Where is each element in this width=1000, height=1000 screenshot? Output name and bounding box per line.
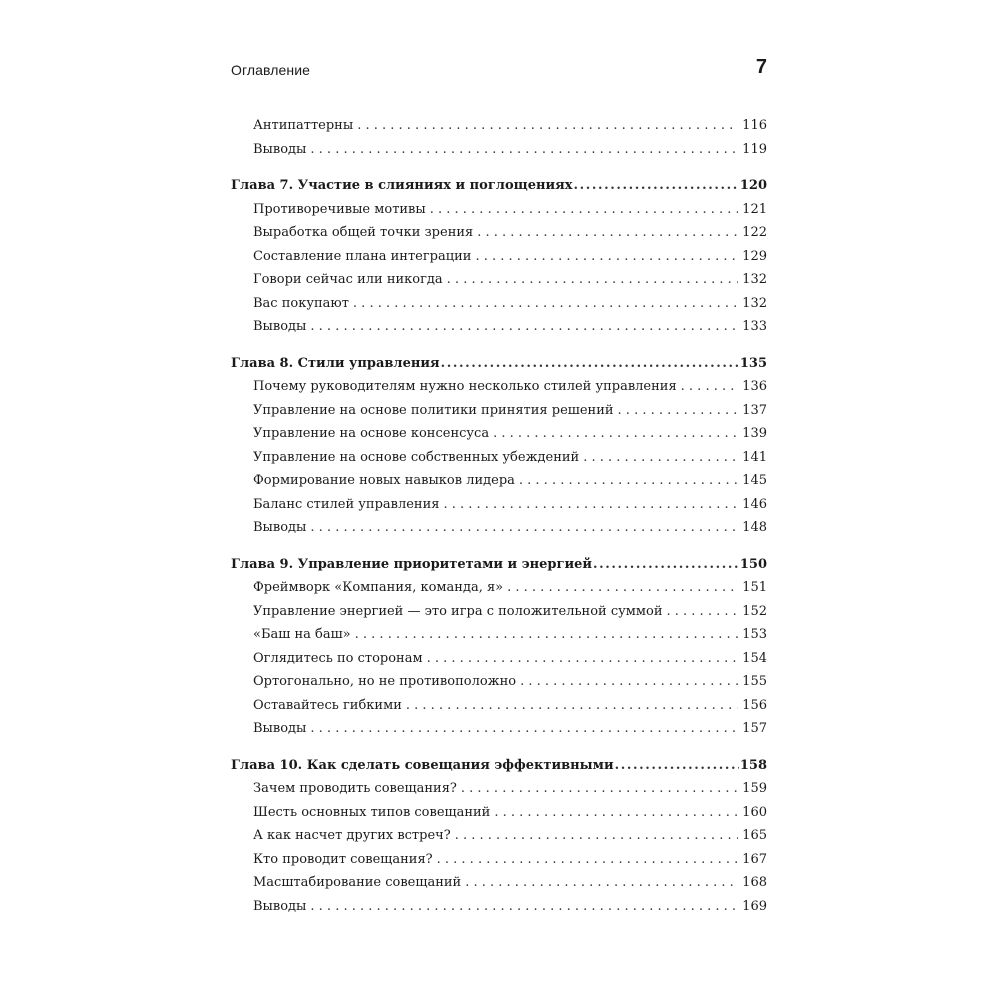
section-title: Противоречивые мотивы: [253, 201, 426, 217]
dot-leader: [573, 174, 738, 198]
section-page-number: 139: [742, 426, 767, 441]
dot-leader: [355, 623, 739, 647]
toc-section-row: [231, 871, 767, 895]
book-page: [231, 0, 767, 1000]
toc-section-row: [231, 221, 767, 245]
section-page-number: 136: [742, 379, 767, 394]
section-page-number: 148: [742, 520, 767, 535]
section-page-number: 157: [742, 721, 767, 736]
dot-leader: [477, 221, 738, 245]
toc-block: [231, 174, 767, 339]
toc-block: [231, 754, 767, 919]
section-title: Ортогонально, но не противоположно: [253, 674, 517, 689]
dot-leader: [310, 717, 738, 741]
dot-leader: [461, 777, 738, 801]
toc-section-row: [231, 315, 767, 339]
section-page-number: 156: [742, 697, 767, 713]
section-page-number: 141: [742, 449, 767, 465]
toc-section-row: [231, 895, 767, 919]
chapter-title: Глава 8. Стили управления: [231, 355, 440, 371]
toc-block: [231, 553, 767, 741]
section-page-number: 153: [742, 627, 767, 642]
dot-leader: [583, 446, 738, 470]
dot-leader: [353, 292, 738, 316]
dot-leader: [520, 670, 738, 694]
toc-block: [231, 352, 767, 540]
section-page-number: 160: [742, 804, 767, 820]
toc-section-row: [231, 422, 767, 446]
table-of-contents: [231, 114, 767, 931]
section-page-number: 168: [742, 875, 767, 890]
dot-leader: [310, 138, 738, 162]
dot-leader: [507, 576, 738, 600]
chapter-page-number: 135: [739, 355, 767, 371]
dot-leader: [615, 754, 739, 778]
dot-leader: [493, 422, 738, 446]
section-page-number: 167: [742, 851, 767, 867]
section-title: Масштабирование совещаний: [253, 875, 462, 890]
section-page-number: 145: [742, 473, 767, 488]
toc-section-row: [231, 446, 767, 470]
toc-section-row: [231, 647, 767, 671]
toc-section-row: [231, 777, 767, 801]
dot-leader: [593, 553, 739, 577]
section-page-number: 116: [742, 118, 767, 133]
section-page-number: 165: [742, 828, 767, 843]
section-page-number: 132: [742, 295, 767, 311]
section-title: Выработка общей точки зрения: [253, 225, 474, 240]
running-header: [231, 56, 767, 84]
dot-leader: [519, 469, 738, 493]
toc-section-row: [231, 493, 767, 517]
toc-section-row: [231, 245, 767, 269]
chapter-page-number: 150: [739, 556, 767, 572]
toc-section-row: [231, 469, 767, 493]
section-title: Выводы: [253, 898, 307, 914]
section-page-number: 151: [742, 580, 767, 595]
dot-leader: [427, 647, 739, 671]
section-title: Оглядитесь по сторонам: [253, 650, 423, 666]
toc-section-row: [231, 600, 767, 624]
section-title: Управление на основе собственных убеждений: [253, 449, 580, 465]
toc-chapter-row: [231, 352, 767, 376]
section-title: Управление энергией — это игра с положительной суммой: [253, 603, 663, 619]
toc-section-row: [231, 268, 767, 292]
section-title: А как насчет других встреч?: [253, 828, 451, 843]
section-page-number: 152: [742, 603, 767, 619]
section-title: «Баш на баш»: [253, 627, 351, 642]
section-page-number: 154: [742, 650, 767, 666]
section-page-number: 121: [742, 201, 767, 217]
dot-leader: [310, 516, 738, 540]
toc-section-row: [231, 399, 767, 423]
toc-section-row: [231, 516, 767, 540]
running-title: Оглавление: [231, 62, 311, 78]
section-title: Почему руководителям нужно несколько стилей управления: [253, 379, 677, 394]
section-page-number: 132: [742, 272, 767, 287]
section-page-number: 122: [742, 225, 767, 240]
section-title: Зачем проводить совещания?: [253, 781, 457, 796]
toc-section-row: [231, 623, 767, 647]
chapter-title: Глава 7. Участие в слияниях и поглощениях: [231, 178, 573, 193]
dot-leader: [441, 352, 739, 376]
toc-section-row: [231, 694, 767, 718]
dot-leader: [310, 315, 738, 339]
toc-chapter-row: [231, 174, 767, 198]
toc-section-row: [231, 717, 767, 741]
section-title: Антипаттерны: [253, 118, 354, 133]
dot-leader: [475, 245, 738, 269]
section-title: Шесть основных типов совещаний: [253, 804, 491, 820]
toc-section-row: [231, 292, 767, 316]
dot-leader: [618, 399, 739, 423]
toc-section-row: [231, 824, 767, 848]
section-title: Говори сейчас или никогда: [253, 272, 443, 287]
section-title: Выводы: [253, 141, 307, 157]
toc-block: [231, 114, 767, 161]
section-title: Управление на основе политики принятия решений: [253, 402, 614, 418]
section-title: Кто проводит совещания?: [253, 851, 433, 867]
section-page-number: 119: [742, 141, 767, 157]
section-title: Выводы: [253, 319, 307, 334]
dot-leader: [465, 871, 738, 895]
toc-section-row: [231, 114, 767, 138]
dot-leader: [667, 600, 739, 624]
page-number: 7: [755, 56, 767, 78]
section-page-number: 137: [742, 402, 767, 418]
dot-leader: [443, 493, 738, 517]
dot-leader: [447, 268, 739, 292]
section-page-number: 155: [742, 674, 767, 689]
dot-leader: [310, 895, 738, 919]
toc-section-row: [231, 670, 767, 694]
section-page-number: 133: [742, 319, 767, 334]
dot-leader: [455, 824, 738, 848]
section-title: Фреймворк «Компания, команда, я»: [253, 580, 504, 595]
chapter-title: Глава 10. Как сделать совещания эффективными: [231, 757, 614, 773]
dot-leader: [406, 694, 738, 718]
toc-chapter-row: [231, 553, 767, 577]
section-title: Вас покупают: [253, 295, 349, 311]
chapter-page-number: 120: [739, 178, 767, 193]
dot-leader: [494, 801, 738, 825]
toc-section-row: [231, 375, 767, 399]
dot-leader: [430, 198, 738, 222]
section-title: Формирование новых навыков лидера: [253, 473, 515, 488]
section-title: Выводы: [253, 721, 307, 736]
section-title: Оставайтесь гибкими: [253, 697, 402, 713]
section-page-number: 169: [742, 898, 767, 914]
dot-leader: [437, 848, 739, 872]
section-title: Выводы: [253, 520, 307, 535]
toc-section-row: [231, 848, 767, 872]
chapter-page-number: 158: [739, 757, 767, 773]
toc-chapter-row: [231, 754, 767, 778]
toc-section-row: [231, 576, 767, 600]
dot-leader: [357, 114, 738, 138]
section-title: Управление на основе консенсуса: [253, 426, 490, 441]
dot-leader: [681, 375, 739, 399]
toc-section-row: [231, 198, 767, 222]
section-title: Составление плана интеграции: [253, 248, 472, 264]
section-page-number: 146: [742, 496, 767, 512]
toc-section-row: [231, 801, 767, 825]
section-page-number: 129: [742, 248, 767, 264]
chapter-title: Глава 9. Управление приоритетами и энергией: [231, 556, 593, 572]
toc-section-row: [231, 138, 767, 162]
section-title: Баланс стилей управления: [253, 496, 440, 512]
section-page-number: 159: [742, 781, 767, 796]
